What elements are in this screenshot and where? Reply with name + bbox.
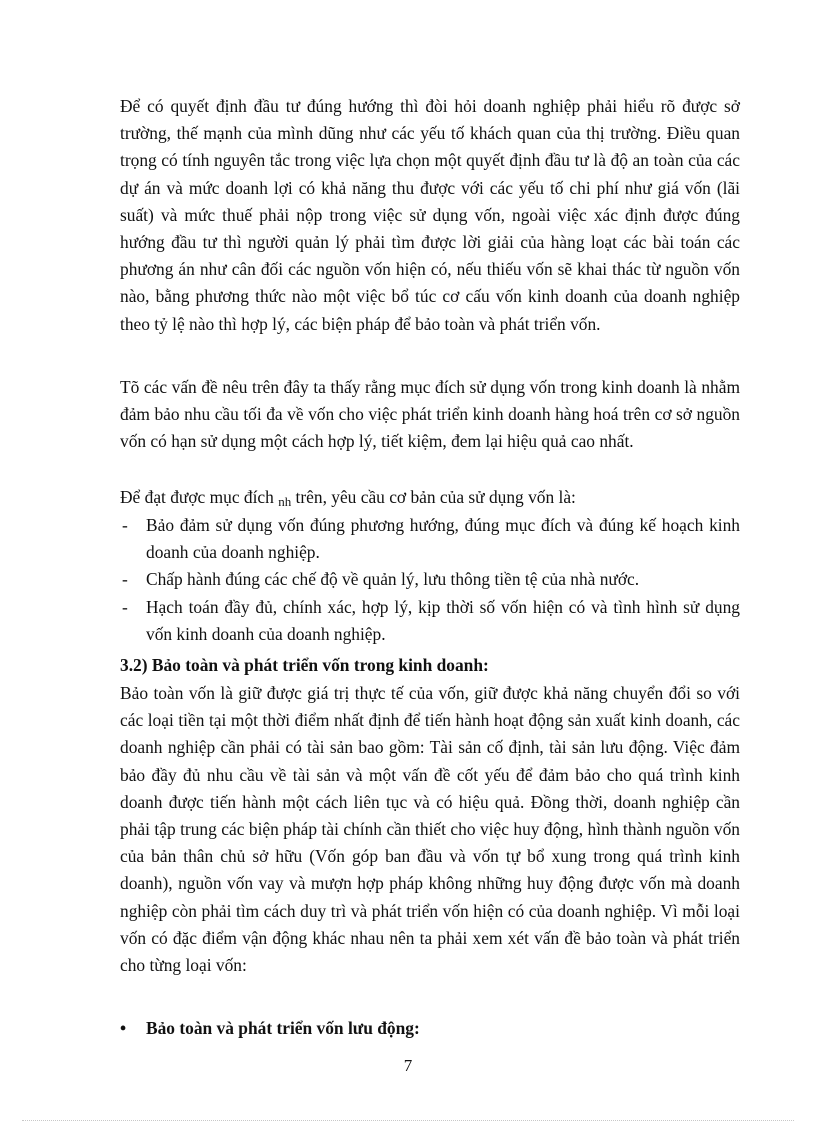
requirements-intro-end: trên, yêu cầu cơ bản của sử dụng vốn là: [291, 487, 576, 507]
list-item-text: Chấp hành đúng các chế độ về quản lý, lưu thông tiền tệ của nhà nước. [146, 569, 640, 590]
paragraph-investment-decision: Để có quyết định đầu tư đúng hướng thì đòi hỏi doanh nghiệp phải hiểu rõ được sở trường, thế mạnh của mình dũng như các yếu tố khách quan của thị trường. Điều quan trọng có tính nguyên tắc trong việc lựa chọn một quyết định đầu tư là độ an toàn của các dự án và mức doanh lợi có khả năng thu được với các yếu tố chi phí như giá vốn (lãi suất) và mức thuế phải nộp trong việc sử dụng vốn, ngoài việc xác định được đúng hướng đầu tư thì người quản lý phải tìm được lời giải của hàng loạt các bài toán các phương án như cân đối các nguồn vốn hiện có, nếu thiếu vốn sẽ khai thác từ nguồn vốn nào, bằng phương thức nào một việc bổ túc cơ cấu vốn kinh doanh của doanh nghiệp theo tỷ lệ nào thì hợp lý, các biện pháp để bảo toàn và phát triển vốn. [120, 96, 740, 334]
requirements-intro-sub: nh [278, 494, 292, 509]
bullet-heading-item [120, 1015, 740, 1042]
list-item-text: Hạch toán đầy đủ, chính xác, hợp lý, kịp thời số vốn hiện có và tình hình sử dụng vốn kinh doanh của doanh nghiệp. [146, 596, 740, 644]
requirements-list [120, 512, 740, 648]
paragraph-capital-preservation: Bảo toàn vốn là giữ được giá trị thực tế của vốn, giữ được khả năng chuyển đổi so với các loại tiền tại một thời điểm nhất định để tiến hành hoạt động sản xuất kinh doanh, các doanh nghiệp cần phải có tài sản bao gồm: Tài sản cố định, tài sản lưu động. Việc đảm bảo đầy đủ nhu cầu về tài sản và một vấn đề cốt yếu để đảm bảo cho quá trình kinh doanh được tiến hành một cách liên tục và có hiệu quả. Đồng thời, doanh nghiệp cần phải tập trung các biện pháp tài chính cần thiết cho việc huy động, hình thành nguồn vốn của bản thân chủ sở hữu (Vốn góp ban đầu và vốn tự bổ xung trong quá trình kinh doanh), nguồn vốn vay và mượn hợp pháp không những huy động được vốn mà doanh nghiệp còn phải tìm cách duy trì và phát triển vốn hiện có của doanh nghiệp. Vì mỗi loại vốn có đặc điểm vận động khác nhau nên ta phải xem xét vấn đề bảo toàn và phát triển cho từng loại vốn: [120, 683, 740, 976]
dash-marker: - [122, 569, 128, 590]
list-item-text: Bảo đảm sử dụng vốn đúng phương hướng, đúng mục đích và đúng kế hoạch kinh doanh của doanh nghiệp. [146, 515, 740, 563]
paragraph-requirements-intro [120, 484, 740, 515]
list-item [120, 594, 740, 648]
list-item [120, 566, 740, 593]
section-heading: 3.2) Bảo toàn và phát triển vốn trong kinh doanh: [120, 655, 489, 675]
list-item [120, 512, 740, 566]
page-bottom-divider [22, 1120, 794, 1121]
dash-marker: - [122, 515, 128, 535]
bullet-marker: • [120, 1018, 127, 1038]
requirements-intro-start: Để đạt được mục đích [120, 487, 279, 507]
page-number: 7 [403, 1056, 413, 1075]
bullet-heading: Bảo toàn và phát triển vốn lưu động: [146, 1018, 420, 1038]
paragraph-capital-purpose: Tõ các vấn đề nêu trên đây ta thấy rằng mục đích sử dụng vốn trong kinh doanh là nhằm đảm bảo nhu cầu tối đa về vốn cho việc phát triển kinh doanh hàng hoá trên cơ sở nguồn vốn có hạn sử dụng một cách hợp lý, tiết kiệm, đem lại hiệu quả cao nhất. [120, 377, 740, 452]
dash-marker: - [122, 596, 128, 617]
